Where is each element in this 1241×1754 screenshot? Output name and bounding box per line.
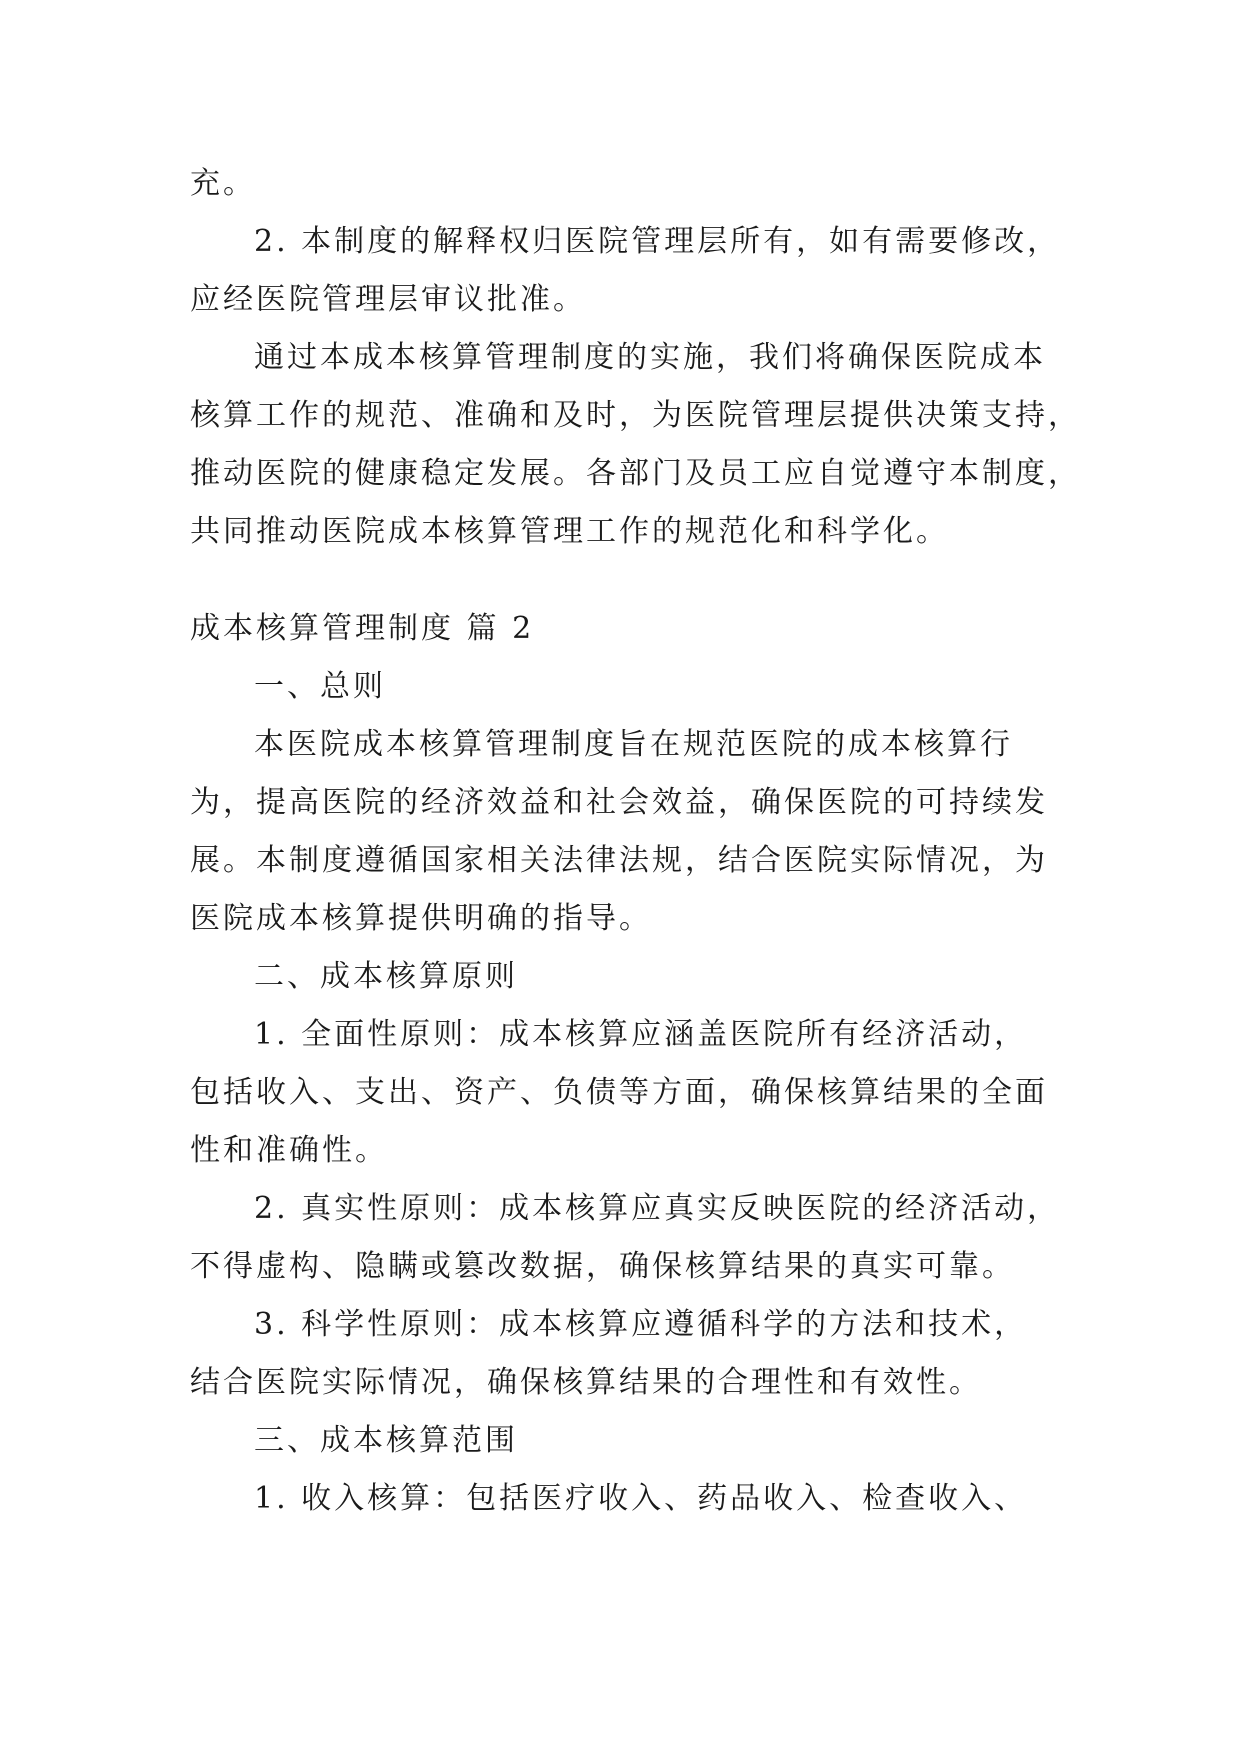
text-line: 2. 真实性原则：成本核算应真实反映医院的经济活动， [254, 1191, 1061, 1226]
text-line: 为，提高医院的经济效益和社会效益，确保医院的可持续发 [190, 785, 1048, 820]
text-line: 性和准确性。 [190, 1133, 388, 1168]
text-line: 不得虚构、隐瞒或篡改数据，确保核算结果的真实可靠。 [190, 1249, 1015, 1284]
section-heading: 三、成本核算范围 [254, 1423, 518, 1458]
section-heading: 一、总则 [254, 669, 386, 704]
section-article-2 [190, 600, 1061, 1528]
text-line: 1. 收入核算：包括医疗收入、药品收入、检查收入、 [254, 1481, 1028, 1516]
text-line: 2. 本制度的解释权归医院管理层所有，如有需要修改， [254, 224, 1061, 259]
text-line: 充。 [190, 166, 256, 201]
text-line: 包括收入、支出、资产、负债等方面，确保核算结果的全面 [190, 1075, 1048, 1110]
text-line: 展。本制度遵循国家相关法律法规，结合医院实际情况，为 [190, 843, 1048, 878]
text-line: 核算工作的规范、准确和及时，为医院管理层提供决策支持， [190, 398, 1081, 433]
section-heading: 二、成本核算原则 [254, 959, 518, 994]
article-title: 成本核算管理制度 篇 2 [190, 611, 535, 646]
text-line: 结合医院实际情况，确保核算结果的合理性和有效性。 [190, 1365, 982, 1400]
text-line: 推动医院的健康稳定发展。各部门及员工应自觉遵守本制度， [190, 456, 1081, 491]
section-closing-text [190, 155, 1081, 561]
text-line: 本医院成本核算管理制度旨在规范医院的成本核算行 [254, 727, 1013, 762]
text-line: 通过本成本核算管理制度的实施，我们将确保医院成本 [254, 340, 1046, 375]
text-line: 1. 全面性原则：成本核算应涵盖医院所有经济活动， [254, 1017, 1028, 1052]
text-line: 应经医院管理层审议批准。 [190, 282, 586, 317]
text-line: 共同推动医院成本核算管理工作的规范化和科学化。 [190, 514, 949, 549]
text-line: 医院成本核算提供明确的指导。 [190, 901, 652, 936]
text-line: 3. 科学性原则：成本核算应遵循科学的方法和技术， [254, 1307, 1028, 1342]
